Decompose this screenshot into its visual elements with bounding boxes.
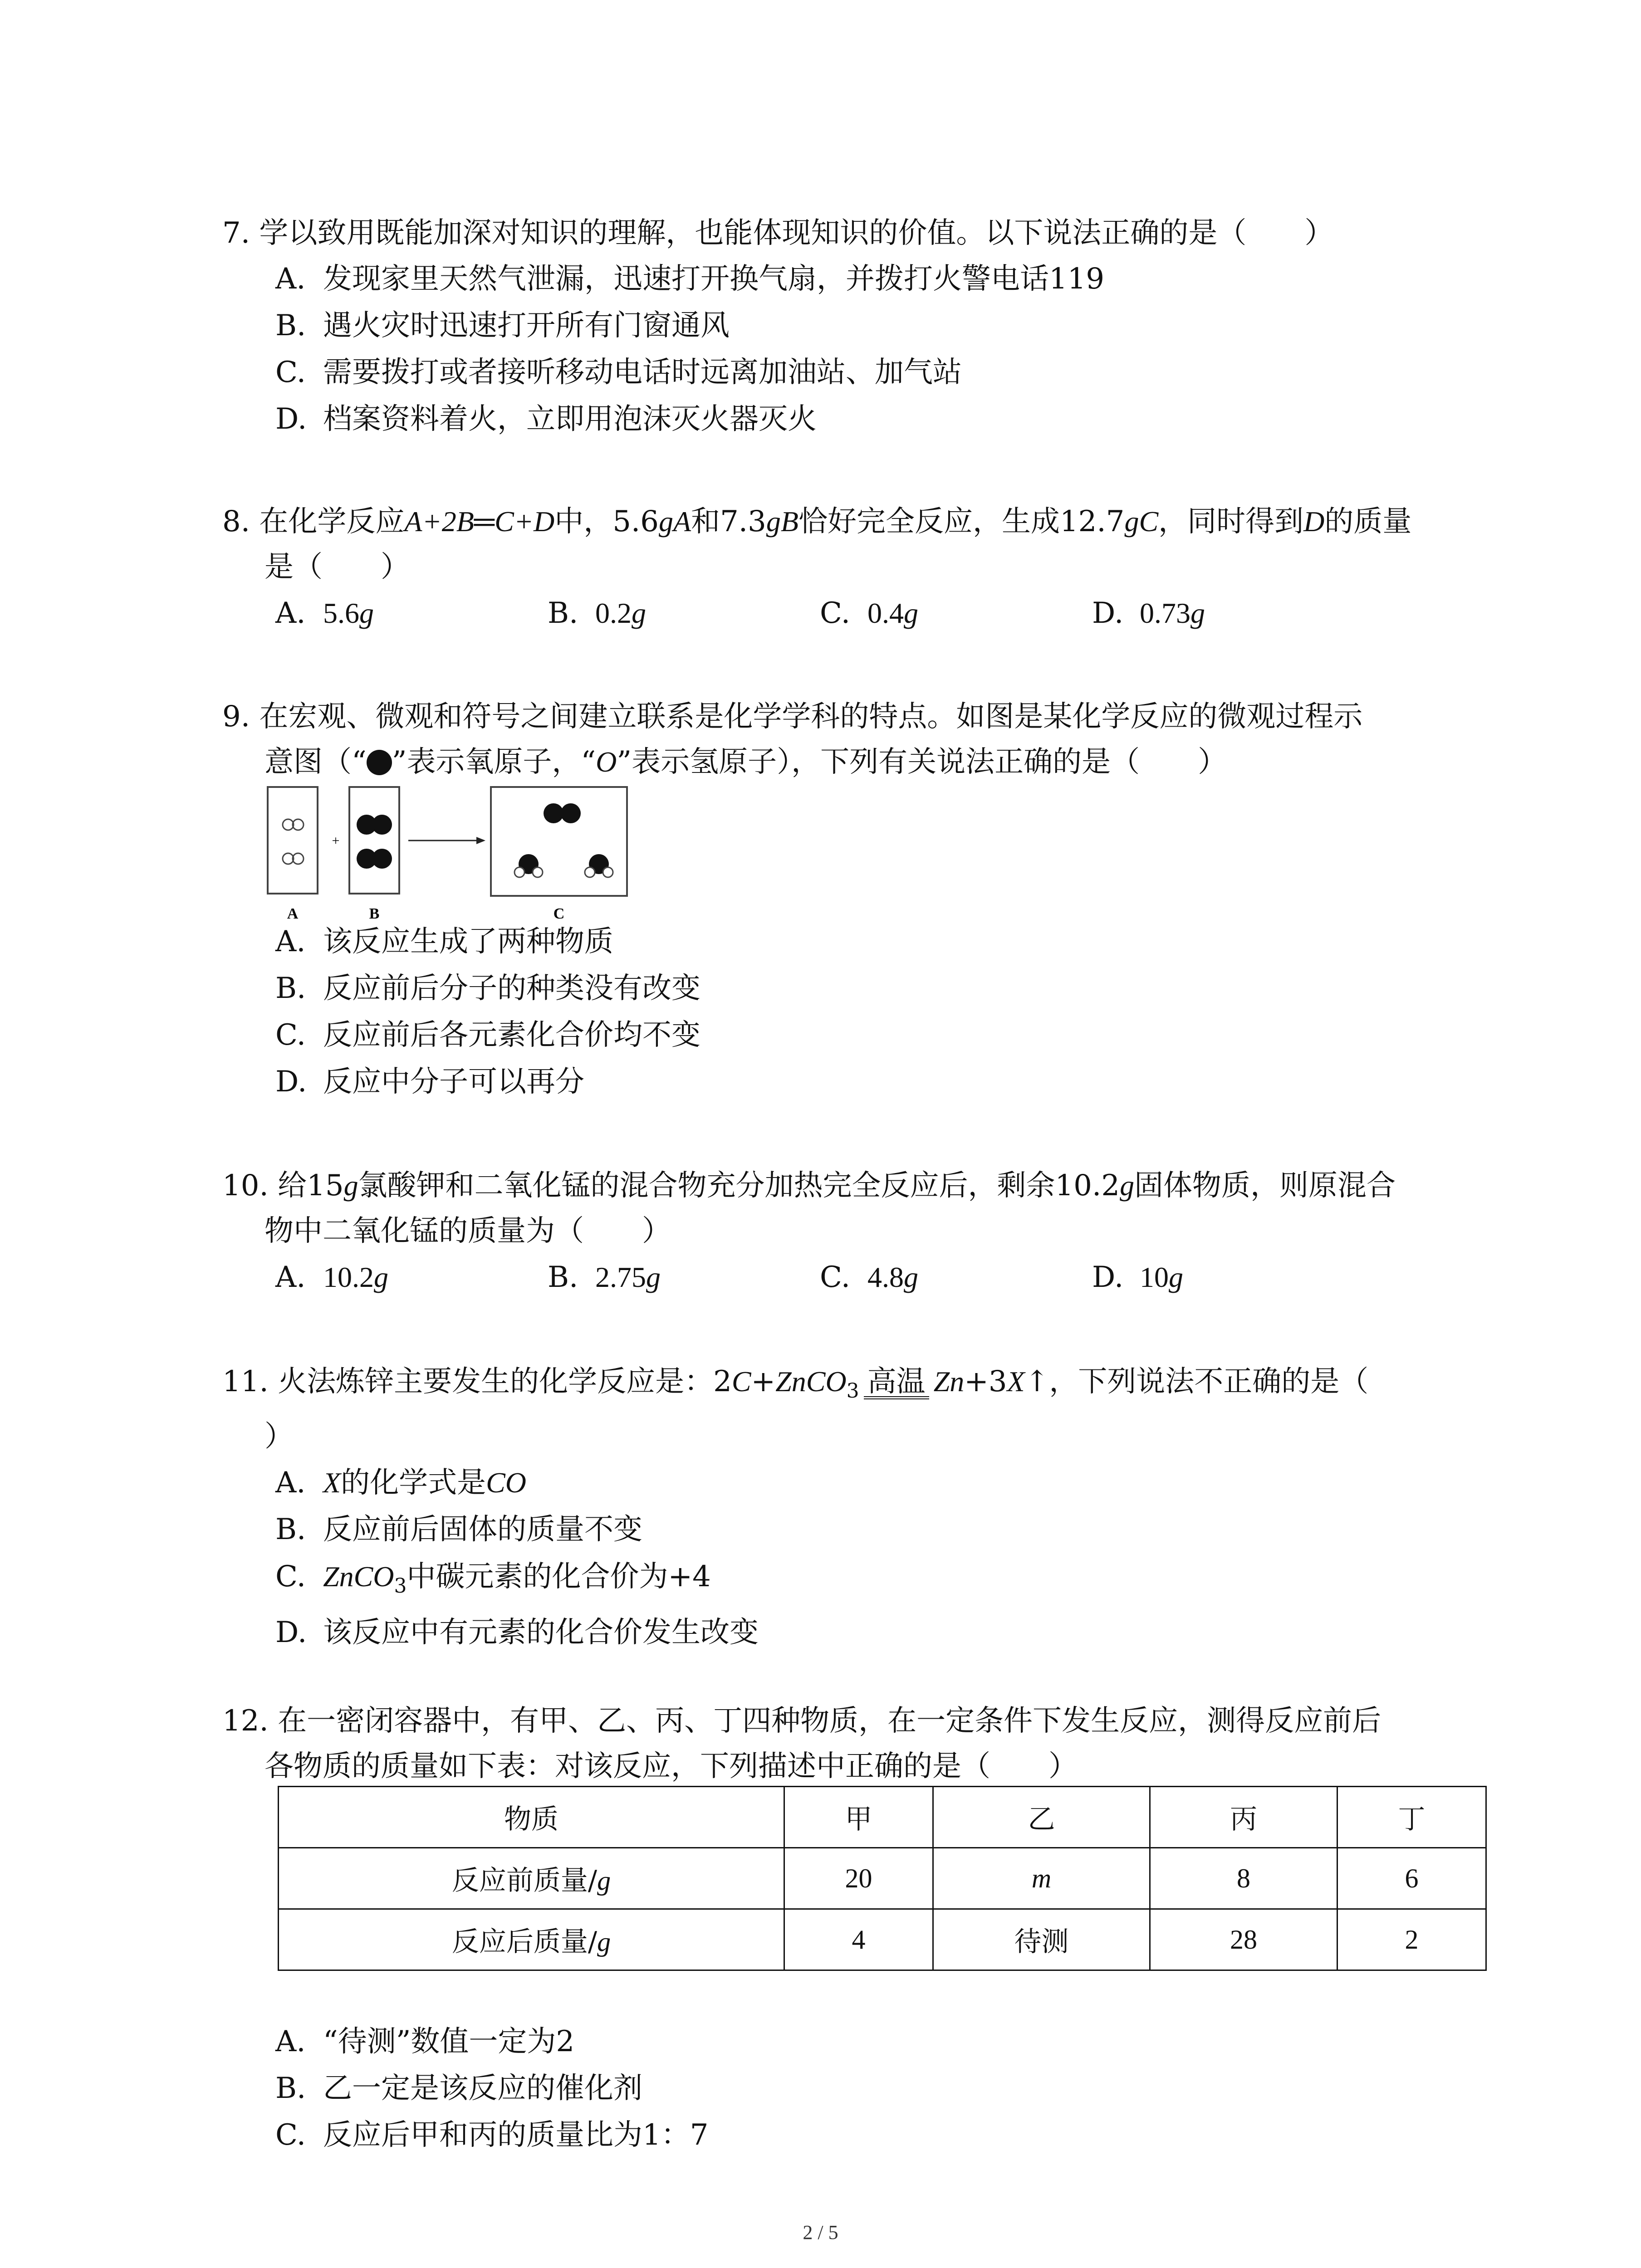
- question-9-option-c: C. 反应前后各元素化合价均不变: [275, 1018, 700, 1052]
- question-11-option-b: B. 反应前后固体的质量不变: [275, 1512, 642, 1546]
- question-10-option-d: D. 10g: [1092, 1261, 1183, 1294]
- question-7-option-d: D. 档案资料着火，立即用泡沫灭火器灭火: [275, 402, 817, 436]
- question-10-option-a: A. 10.2g: [275, 1261, 388, 1294]
- question-11-option-c: C. ZnCO$_3$中碳元素的化合价为+4: [275, 1559, 711, 1598]
- hydrogen-molecule-icon: [283, 819, 304, 864]
- table-cell: 20: [784, 1848, 933, 1909]
- question-9-option-d: D. 反应中分子可以再分: [275, 1065, 584, 1099]
- table-cell: 8: [1150, 1848, 1337, 1909]
- question-12-stem: 12. 在一密闭容器中，有甲、乙、丙、丁四种物质，在一定条件下发生反应，测得反应前后: [222, 1704, 1381, 1738]
- question-11: [222, 1359, 1456, 1656]
- table-cell: 28: [1150, 1909, 1337, 1970]
- table-cell: 6: [1337, 1848, 1486, 1909]
- question-10-options: [222, 1254, 1456, 1301]
- question-11-stem: 11. 火法炼锌主要发生的化学反应是：2C+ZnCO$_3$ 高温 Zn+3X↑，下列说法不正确的是（: [222, 1365, 1369, 1403]
- question-10: [222, 1163, 1456, 1301]
- table-cell: 4: [784, 1909, 933, 1970]
- table-cell: 待测: [933, 1909, 1150, 1970]
- question-7-option-b: B. 遇火灾时迅速打开所有门窗通风: [275, 309, 730, 342]
- table-row: [279, 1848, 1486, 1909]
- question-12-options: [222, 2019, 1456, 2159]
- label-a: A: [287, 905, 299, 922]
- question-10-option-c: C. 4.8g: [820, 1261, 918, 1294]
- question-10-option-b: B. 2.75g: [548, 1261, 661, 1294]
- table-cell: 反应后质量/g: [279, 1909, 784, 1970]
- question-7-option-c: C. 需要拨打或者接听移动电话时远离加油站、加气站: [275, 356, 962, 389]
- question-8-option-a: A. 5.6g: [275, 596, 374, 630]
- question-12-option-a: A. “待测”数值一定为2: [275, 2025, 575, 2058]
- oxygen-atom-icon: [367, 750, 392, 775]
- product-molecules-icon: [514, 803, 613, 877]
- question-8-option-b: B. 0.2g: [548, 596, 646, 630]
- question-8-stem-cont: 是（ ）: [265, 550, 410, 584]
- table-header-row: [279, 1787, 1486, 1848]
- table-row: [279, 1909, 1486, 1970]
- arrow-head-icon: [476, 837, 485, 844]
- question-7-stem: 7. 学以致用既能加深对知识的理解，也能体现知识的价值。以下说法正确的是（ ）: [222, 216, 1334, 250]
- question-8-option-d: D. 0.73g: [1092, 596, 1205, 630]
- question-8-options: [222, 590, 1456, 637]
- reaction-condition: 高温: [864, 1367, 929, 1399]
- box-c: [491, 787, 627, 896]
- table-header-cell: 物质: [279, 1787, 784, 1848]
- label-c: C: [553, 905, 565, 922]
- oxygen-molecule-icon: [357, 815, 392, 869]
- question-7-option-a: A. 发现家里天然气泄漏，迅速打开换气扇，并拨打火警电话119: [275, 262, 1105, 296]
- table-header-cell: 甲: [784, 1787, 933, 1848]
- question-9-options: [222, 919, 1456, 1105]
- question-9-option-b: B. 反应前后分子的种类没有改变: [275, 972, 700, 1005]
- question-11-option-a: A. X的化学式是CO: [275, 1466, 526, 1500]
- question-11-option-d: D. 该反应中有元素的化合价发生改变: [275, 1615, 759, 1649]
- box-b: [349, 787, 399, 894]
- label-b: B: [369, 905, 380, 922]
- question-12-option-b: B. 乙一定是该反应的催化剂: [275, 2072, 642, 2105]
- mass-table: [278, 1786, 1487, 1971]
- question-11-stem-cont: ）: [265, 1419, 294, 1453]
- question-8-option-c: C. 0.4g: [820, 596, 918, 630]
- question-8-stem: 8. 在化学反应A+2B═C+D中，5.6gA和7.3gB恰好完全反应，生成12.7gC，同时得到D的质量: [222, 505, 1412, 538]
- box-a: [268, 787, 318, 894]
- question-12: [222, 1698, 1456, 1789]
- table-cell: 2: [1337, 1909, 1486, 1970]
- question-9: [222, 694, 1456, 785]
- plus-sign: +: [332, 833, 340, 848]
- table-header-cell: 丁: [1337, 1787, 1486, 1848]
- reaction-diagram: [263, 782, 681, 928]
- question-9-option-a: A. 该反应生成了两种物质: [275, 925, 613, 958]
- question-8: [222, 499, 1456, 637]
- table-header-cell: 丙: [1150, 1787, 1337, 1848]
- question-10-stem: 10. 给15g氯酸钾和二氧化锰的混合物充分加热完全反应后，剩余10.2g固体物质，则原混合: [222, 1169, 1396, 1202]
- table-cell: 反应前质量/g: [279, 1848, 784, 1909]
- table-header-cell: 乙: [933, 1787, 1150, 1848]
- question-12-option-c: C. 反应后甲和丙的质量比为1：7: [275, 2118, 709, 2152]
- table-cell: m: [933, 1848, 1150, 1909]
- page-number: 2 / 5: [803, 2221, 838, 2244]
- question-9-stem: 9. 在宏观、微观和符号之间建立联系是化学学科的特点。如图是某化学反应的微观过程示: [222, 700, 1363, 733]
- question-10-stem-cont: 物中二氧化锰的质量为（ ）: [265, 1214, 671, 1248]
- question-12-stem-cont: 各物质的质量如下表：对该反应，下列描述中正确的是（ ）: [265, 1750, 1078, 1783]
- question-9-stem-cont: 意图（“ ”表示氧原子，“O”表示氢原子），下列有关说法正确的是（ ）: [265, 745, 1227, 779]
- question-7: [222, 210, 1456, 443]
